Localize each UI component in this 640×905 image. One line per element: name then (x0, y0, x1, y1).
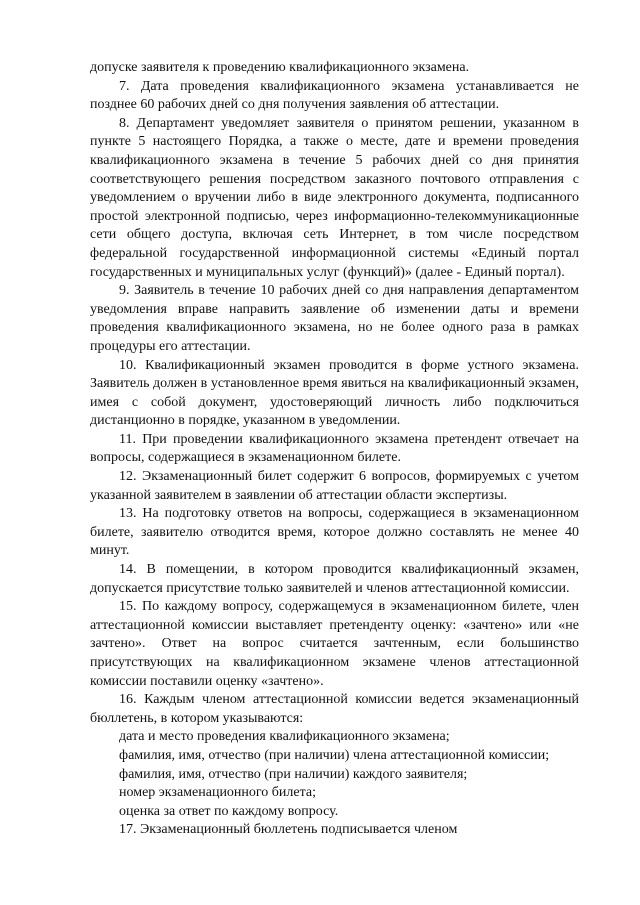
list-item-answer-grade: оценка за ответ по каждому вопросу. (119, 803, 339, 819)
list-item-ticket-number: номер экзаменационного билета; (119, 785, 317, 801)
list-item-exam-date-place: дата и место проведения квалификационного экзамена; (119, 729, 450, 745)
paragraph-15: 15. По каждому вопросу, содержащемуся в экзаменационном билете, член аттестационной комиссии выставляет претенденту оценку: «зачтено» или «не зачтено». Ответ на вопрос считается зачтенным, если большинство присутствующих на квалификационном экзамене членов аттестационной комиссии поставили оценку «зачтено». (90, 599, 579, 689)
paragraph-11: 11. При проведении квалификационного экзамена претендент отвечает на вопросы, содержащиеся в экзаменационном билете. (90, 431, 579, 466)
paragraph-13: 13. На подготовку ответов на вопросы, содержащиеся в экзаменационном билете, заявителю отводится время, которое должно составлять не менее 40 минут. (90, 506, 579, 559)
paragraph-16: 16. Каждым членом аттестационной комиссии ведется экзаменационный бюллетень, в котором указываются: (90, 692, 579, 726)
paragraph-continuation: допуске заявителя к проведению квалификационного экзамена. (90, 60, 470, 75)
paragraph-17: 17. Экзаменационный бюллетень подписывается членом (119, 822, 458, 838)
list-item-applicant-name: фамилия, имя, отчество (при наличии) каждого заявителя; (119, 766, 468, 782)
paragraph-9: 9. Заявитель в течение 10 рабочих дней со дня направления департаментом уведомления вправе направить заявление об изменении даты и времени проведения квалификационного экзамена, но не более одного раза в рамках процедуры его аттестации. (90, 283, 579, 354)
document-body (90, 59, 579, 840)
paragraph-12: 12. Экзаменационный билет содержит 6 вопросов, формируемых с учетом указанной заявителем в заявлении об аттестации области экспертизы. (90, 469, 579, 503)
paragraph-14: 14. В помещении, в котором проводится квалификационный экзамен, допускается присутствие только заявителей и членов аттестационной комиссии. (90, 562, 579, 596)
paragraph-10: 10. Квалификационный экзамен проводится в форме устного экзамена. Заявитель должен в установленное время явиться на квалификационный экзамен, имея с собой документ, удостоверяющий личность либо подключиться дистанционно в порядке, указанном в уведомлении. (90, 357, 579, 429)
list-item-commission-member-name: фамилия, имя, отчество (при наличии) члена аттестационной комиссии; (119, 747, 550, 763)
paragraph-7: 7. Дата проведения квалификационного экзамена устанавливается не позднее 60 рабочих дней со дня получения заявления об аттестации. (90, 78, 579, 113)
paragraph-8: 8. Департамент уведомляет заявителя о принятом решении, указанном в пункте 5 настоящего Порядка, а также о месте, дате и времени проведения квалификационного экзамена в течение 5 рабочих дней со дня принятия соответствующего решения посредством заказного почтового отправления с уведомлением о вручении либо в виде электронного документа, подписанного простой электронной подписью, через информационно-телекоммуникационные сети общего доступа, включая сеть Интернет, в том числе посредством федеральной государственной информационной системы «Единый портал государственных и муниципальных услуг (функций)» (далее - Единый портал). (90, 115, 579, 280)
